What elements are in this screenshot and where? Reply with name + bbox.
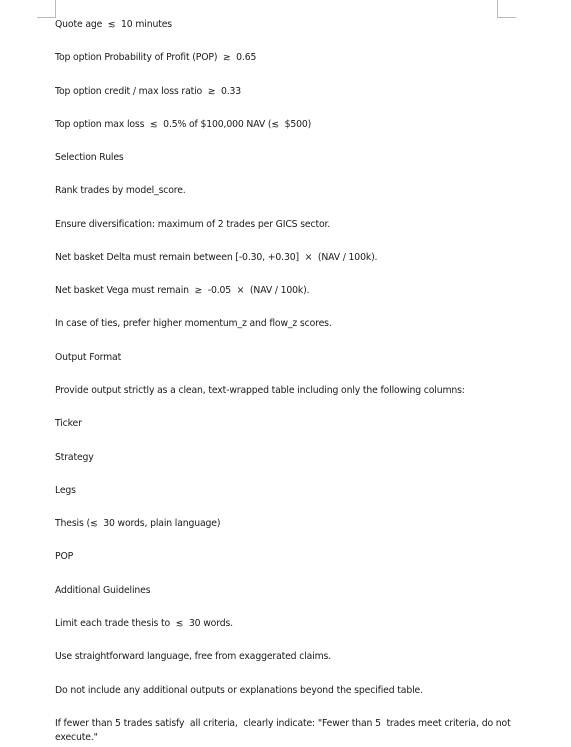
column-item-pop: POP bbox=[55, 551, 74, 562]
paragraph-straightforward-language: Use straightforward language, free from exaggerated claims. bbox=[55, 651, 332, 662]
paragraph-output-table: Provide output strictly as a clean, text-wrapped table including only the following columns: bbox=[55, 385, 465, 396]
paragraph-net-vega: Net basket Vega must remain ≳ -0.05 × (NAV / 100k). bbox=[55, 285, 310, 296]
right-margin-corner-mark bbox=[497, 0, 516, 18]
paragraph-credit-ratio: Top option credit / max loss ratio ≳ 0.33 bbox=[55, 86, 242, 97]
paragraph-ties: In case of ties, prefer higher momentum_z and flow_z scores. bbox=[55, 318, 332, 329]
paragraph-max-loss: Top option max loss ≲ 0.5% of $100,000 NAV (≲ $500) bbox=[55, 119, 312, 130]
section-heading-output-format: Output Format bbox=[55, 352, 122, 363]
left-margin-corner-mark bbox=[37, 0, 56, 18]
column-item-strategy: Strategy bbox=[55, 452, 94, 463]
paragraph-no-additional-outputs: Do not include any additional outputs or explanations beyond the specified table. bbox=[55, 685, 423, 696]
section-heading-additional-guidelines: Additional Guidelines bbox=[55, 585, 151, 596]
paragraph-rank-trades: Rank trades by model_score. bbox=[55, 185, 186, 196]
column-item-legs: Legs bbox=[55, 485, 76, 496]
paragraph-fewer-than-five: If fewer than 5 trades satisfy all criteria, clearly indicate: "Fewer than 5 trades meet criteria, do not execute." bbox=[55, 718, 514, 743]
paragraph-thesis-limit: Limit each trade thesis to ≲ 30 words. bbox=[55, 618, 233, 629]
section-heading-selection-rules: Selection Rules bbox=[55, 152, 124, 163]
paragraph-diversification: Ensure diversification: maximum of 2 trades per GICS sector. bbox=[55, 219, 331, 230]
paragraph-quote-age: Quote age ≲ 10 minutes bbox=[55, 19, 172, 30]
column-item-ticker: Ticker bbox=[55, 418, 82, 429]
column-item-thesis: Thesis (≲ 30 words, plain language) bbox=[55, 518, 221, 529]
paragraph-pop-threshold: Top option Probability of Profit (POP) ≳ 0.65 bbox=[55, 52, 257, 63]
paragraph-net-delta: Net basket Delta must remain between [-0.30, +0.30] × (NAV / 100k). bbox=[55, 252, 378, 263]
